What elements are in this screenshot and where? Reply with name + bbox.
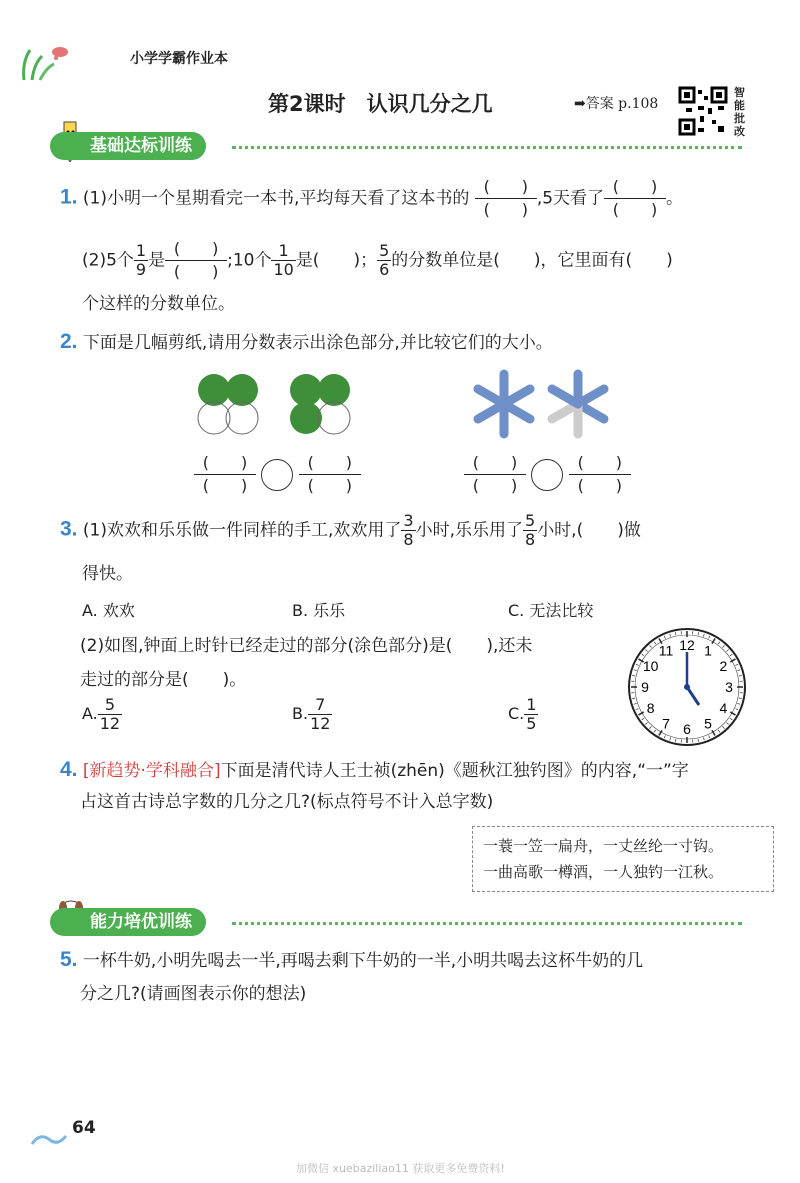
question-5-line-2: 分之几?(请画图表示你的想法) xyxy=(80,984,307,1004)
fraction: $\frac{1}{10}$ xyxy=(273,241,294,279)
section-advanced-training: 能力培优训练 xyxy=(50,908,206,936)
lesson-title: 第2课时 认识几分之几 xyxy=(268,92,493,116)
answer-fraction-blank[interactable]: ( ) ( ) xyxy=(165,238,227,283)
section-basic-training: 基础达标训练 xyxy=(50,132,206,160)
answer-fraction-blank[interactable]: ( ) ( ) xyxy=(475,176,537,221)
clock-number: 2 xyxy=(719,658,728,674)
poem-box xyxy=(472,826,774,892)
clock-number: 4 xyxy=(719,700,728,716)
smart-grading-label: 智 能 批 改 xyxy=(734,86,745,138)
clock-number: 3 xyxy=(725,679,733,695)
option-a-fraction[interactable]: A. $\frac{5}{12}$ xyxy=(82,695,121,733)
qr-code-icon[interactable] xyxy=(678,86,728,136)
question-3-line-2: 得快。 xyxy=(82,564,133,584)
question-3-part-2: (2)如图,钟面上时针已经走过的部分(涂色部分)是( ),还未 xyxy=(80,636,533,656)
question-5: 5. 一杯牛奶,小明先喝去一半,再喝去剩下牛奶的一半,小明共喝去这杯牛奶的几 xyxy=(60,948,644,971)
question-1-part-2: (2)5个 $\frac{1}{9}$ 是 ( ) ( );10个 $\frac{1}{10}$ 是( )； $\frac{5}{6}$ 的分数单位是( )，它里面有( ) xyxy=(82,239,673,281)
paper-cut-leaf-image xyxy=(188,366,368,442)
question-1-part-3: 个这样的分数单位。 xyxy=(82,294,235,314)
page-number: 64 xyxy=(72,1118,96,1138)
fraction: $\frac{1}{9}$ xyxy=(135,241,147,279)
answer-reference[interactable]: ➡答案 p.108 xyxy=(574,96,659,112)
footer-wave-icon xyxy=(30,1128,70,1148)
option-c-fraction[interactable]: C. $\frac{1}{5}$ xyxy=(508,695,537,733)
option-b[interactable]: B. 乐乐 xyxy=(292,601,346,620)
clock-number: 12 xyxy=(679,637,695,653)
clock-number: 6 xyxy=(683,721,691,737)
question-3-part-2-line-2: 走过的部分是( )。 xyxy=(80,670,247,690)
poem-line-1: 一蓑一笠一扁舟，一丈丝纶一寸钩。 xyxy=(483,837,724,855)
question-4-line-2: 占这首古诗总字数的几分之几?(标点符号不计入总字数) xyxy=(80,792,494,812)
clock-number: 1 xyxy=(704,642,712,659)
clock-number: 5 xyxy=(704,715,712,732)
answer-fraction-blank[interactable]: ( ) ( ) xyxy=(569,452,631,497)
compare-circle[interactable] xyxy=(261,459,293,491)
option-c[interactable]: C. 无法比较 xyxy=(508,601,594,620)
book-title: 小学学霸作业本 xyxy=(130,51,228,67)
question-2: 2. 下面是几幅剪纸,请用分数表示出涂色部分,并比较它们的大小。 xyxy=(60,330,553,353)
answer-fraction-blank[interactable]: ( ) ( ) xyxy=(194,452,256,497)
option-a[interactable]: A. 欢欢 xyxy=(82,601,135,620)
answer-fraction-blank[interactable]: ( ) ( ) xyxy=(464,452,526,497)
paper-cut-snowflake-image xyxy=(466,366,616,442)
poem-line-2: 一曲高歌一樽酒，一人独钓一江秋。 xyxy=(483,863,724,881)
question-4: 4. [新趋势·学科融合]下面是清代诗人王士祯(zhēn)《题秋江独钓图》的内容,“一”字 xyxy=(60,758,689,781)
clock-number: 7 xyxy=(662,715,670,732)
option-b-fraction[interactable]: B. $\frac{7}{12}$ xyxy=(292,695,331,733)
section-divider xyxy=(232,922,742,925)
answer-fraction-blank[interactable]: ( ) ( ) xyxy=(604,176,666,221)
fraction: $\frac{5}{6}$ xyxy=(379,241,390,279)
trend-tag: [新趋势·学科融合] xyxy=(82,761,221,781)
question-3: 3. (1)欢欢和乐乐做一件同样的手工,欢欢用了 $\frac{3}{8}$ 小时,乐乐用了 $\frac{5}{8}$ 小时,( )做 xyxy=(60,511,641,549)
question-1: 1. (1)小明一个星期看完一本书,平均每天看了这本书的 ( ) ( ),5天看了 ( ) ( )。 xyxy=(60,177,684,219)
clock-number: 10 xyxy=(642,658,659,674)
section-divider xyxy=(232,146,742,149)
compare-row-snowflakes xyxy=(464,452,631,497)
clock-number: 8 xyxy=(646,700,655,716)
clock-number: 9 xyxy=(641,679,649,695)
clock-number: 11 xyxy=(658,642,674,659)
answer-fraction-blank[interactable]: ( ) ( ) xyxy=(299,452,361,497)
clock-face xyxy=(626,626,748,748)
compare-row-leaves xyxy=(194,452,361,497)
header-logo-icon xyxy=(16,42,76,82)
fraction: $\frac{5}{8}$ xyxy=(525,511,536,549)
fraction: $\frac{3}{8}$ xyxy=(403,511,414,549)
compare-circle[interactable] xyxy=(531,459,563,491)
question-number: 1. xyxy=(60,185,78,209)
watermark: 加微信 xuebaziliao11 获取更多免费资料! xyxy=(296,1162,505,1175)
